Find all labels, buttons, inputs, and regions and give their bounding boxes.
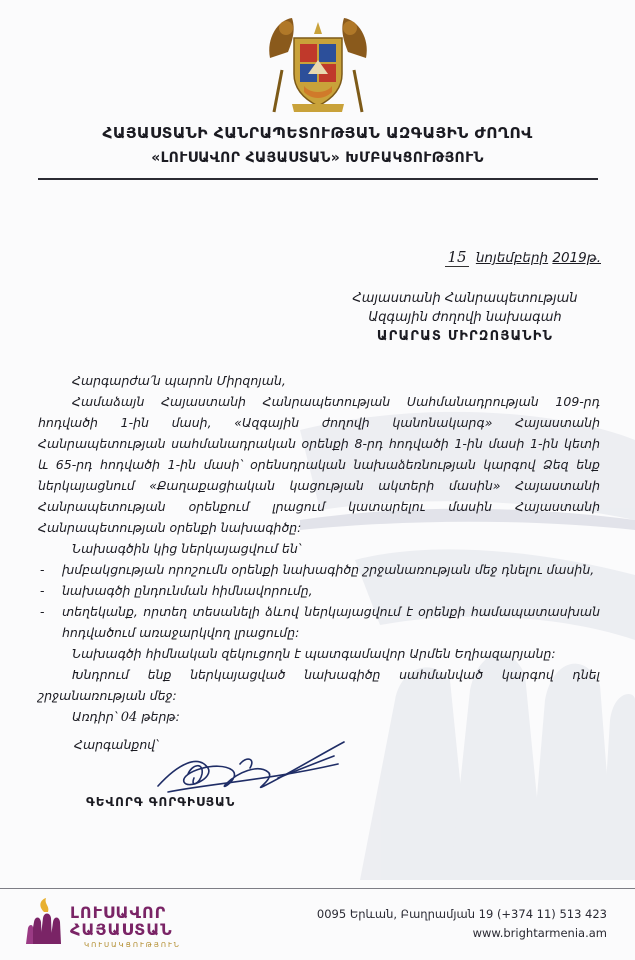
attachments-intro: Նախագծին կից ներկայացվում են՝: [72, 541, 301, 556]
list-item: - տեղեկանք, որտեղ տեսանելի ձևով ներկայացվում է օրենքի համապատասխան հոդվածում առաջարկվող լրացումը:: [38, 601, 600, 643]
addressee-name: ԱՐԱՐԱՏ ՄԻՐԶՈՅԱՆԻՆ: [376, 329, 554, 344]
letter-date: [445, 248, 601, 267]
request-paragraph: Խնդրում ենք ներկայացված նախագիծը սահմանված կարգով դնել շրջանառության մեջ:: [38, 667, 600, 703]
footer-address: [317, 907, 607, 921]
party-name-line1: ԼՈՒՍԱՎՈՐ: [70, 903, 167, 922]
faction-name: «ԼՈՒՍԱՎՈՐ ՀԱՅԱՍՏԱՆ» ԽՄԲԱԿՑՈՒԹՅՈՒՆ: [151, 150, 484, 166]
footer-website[interactable]: www.brightarmenia.am: [472, 926, 607, 940]
footer-phone: (+374 11) 513 423: [496, 907, 607, 921]
enclosure-count: 04: [120, 710, 138, 725]
armenian-coat-of-arms: [262, 8, 374, 120]
addressee-line2: Ազգային ժողովի նախագահ: [368, 310, 562, 325]
enclosure-unit: թերթ:: [141, 709, 180, 724]
enclosure-line: [38, 706, 600, 728]
header-divider: [38, 178, 598, 180]
parliament-name: ՀԱՅԱՍՏԱՆԻ ՀԱՆՐԱՊԵՏՈՒԹՅԱՆ ԱԶԳԱՅԻՆ ԺՈՂՈՎ: [102, 124, 533, 142]
signer-name: ԳԵՎՈՐԳ ԳՈՐԳԻՍՅԱՆ: [86, 795, 236, 809]
addressee-line1: Հայաստանի Հանրապետության: [352, 291, 578, 306]
date-month: նոյեմբերի: [475, 250, 549, 266]
enclosure-label: Առդիր՝: [72, 709, 117, 724]
footer-divider: [0, 888, 635, 889]
date-day: 15: [447, 248, 467, 266]
list-item: - խմբակցության որոշումն օրենքի նախագիծը շրջանառության մեջ դնելու մասին,: [38, 559, 600, 580]
closing-regards: Հարգանքով՝: [74, 737, 159, 752]
speaker-note: Նախագծի հիմնական զեկուցողն է պատգամավոր Արմեն Եղիազարյանը:: [72, 646, 556, 661]
letter-body: [38, 370, 600, 728]
date-year: 2019թ.: [552, 250, 601, 266]
greeting: Հարգարժա՛ն պարոն Միրզոյան,: [72, 373, 286, 388]
list-item: - նախագծի ընդունման հիմնավորումը,: [38, 580, 600, 601]
party-name-line3: ԿՈՒՍԱԿՑՈՒԹՅՈՒՆ: [84, 941, 181, 949]
main-paragraph: Համաձայն Հայաստանի Հանրապետության Սահմանադրության 109-րդ հոդվածի 1-ին մասի, «Ազգային ժողովի կանոնակարգ» Հայաստանի Հանրապետության սահմանադրական օրենքի 8-րդ հոդվածի 1-ին մասի 1-ին կետի և 65-րդ հոդվածի 1-ին մասի՝ օրենսդրական նախաձեռնության կարգով Ձեզ ենք ներկայացնում «Քաղաքացիական կացության ակտերի մասին» Հայաստանի Հանրապետության օրենքում լրացում կատարելու մասին Հայաստանի Հանրապետության օրենքի նախագիծը:: [38, 394, 600, 535]
party-name-line2: ՀԱՅԱՍՏԱՆ: [70, 920, 173, 939]
bright-armenia-logo-icon: [20, 896, 70, 946]
addressee-block: [320, 289, 610, 346]
footer-street: 0095 Երևան, Բաղրամյան 19: [316, 907, 494, 921]
